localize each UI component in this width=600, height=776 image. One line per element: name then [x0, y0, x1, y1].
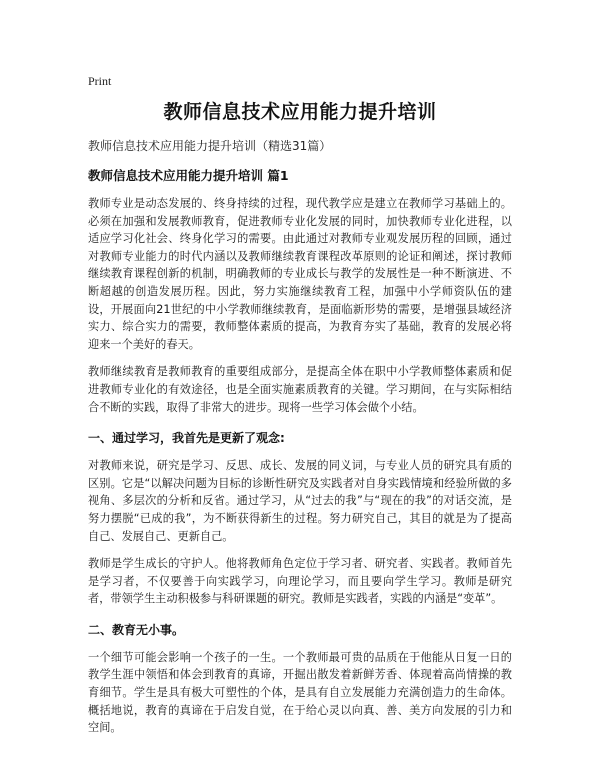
subsection-heading-1: 一、通过学习，我首先是更新了观念: — [88, 431, 285, 446]
paragraph: 一个细节可能会影响一个孩子的一生。一个教师最可贵的品质在于他能从日复一日的教学生涯中领悟和体会到教育的真谛，开掘出散发着新鲜芳香、体现着高尚情操的教育细节。学生是具有极大可塑性的个体，是具有自立发展能力充满创造力的生命体。概括地说，教育的真谛在于启发自觉，在于给心灵以向真、善、美方向发展的引力和空间。 — [88, 650, 512, 735]
document-subtitle: 教师信息技术应用能力提升培训（精选31篇） — [88, 139, 332, 153]
paragraph: 对教师来说，研究是学习、反思、成长、发展的同义词，与专业人员的研究具有质的区别。它是“以解决问题为目标的诊断性研究及实践者对自身实践情境和经验所做的多视角、多层次的分析和反省。通过学习，从“过去的我”与“现在的我”的对话交流，是努力摆脱“已成的我”，为不断获得新生的过程。努力研究自己，其目的就是为了提高自己、发展自己、更新自己。 — [88, 459, 512, 543]
print-link[interactable]: Print — [88, 74, 112, 88]
paragraph: 教师是学生成长的守护人。他将教师角色定位于学习者、研究者、实践者。教师首先是学习者，不仅要善于向实践学习，向理论学习，而且要向学生学习。教师是研究者，带领学生主动积极参与科研课题的研究。教师是实践者，实践的内涵是“变革”。 — [88, 557, 512, 606]
section-heading: 教师信息技术应用能力提升培训 篇1 — [88, 168, 289, 183]
paragraph: 教师继续教育是教师教育的重要组成部分，是提高全体在职中小学教师整体素质和促进教师专业化的有效途径，也是全面实施素质教育的关键。学习期间，在与实际相结合不断的实践，取得了非常大的进步。现将一些学习体会做个小结。 — [88, 365, 512, 414]
subsection-heading-2: 二、教育无小事。 — [88, 622, 185, 637]
document-title: 教师信息技术应用能力提升培训 — [163, 101, 437, 123]
paragraph: 教师专业是动态发展的、终身持续的过程，现代教学应是建立在教师学习基础上的。必须在加强和发展教师教育，促进教师专业化发展的同时，加快教师专业化进程，以适应学习化社会、终身化学习的需要。由此通过对教师专业观发展历程的回顾，通过对教师专业能力的时代内涵以及教师继续教育课程改革原则的论证和阐述，探讨教师继续教育课程创新的机制，明确教师的专业成长与教学的发展性是一种不断演进、不断超越的创造发展历程。因此，努力实施继续教育工程，加强中小学师资队伍的建设，开展面向21世纪的中小学教师继续教育，是面临新形势的需要，是增强县域经济实力、综合实力的需要，教师整体素质的提高，为教育夯实了基础，教育的发展必将迎来一个美好的春天。 — [88, 197, 512, 351]
